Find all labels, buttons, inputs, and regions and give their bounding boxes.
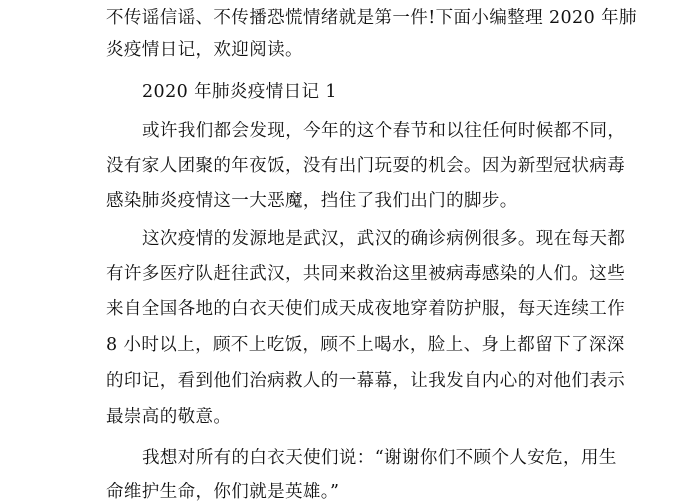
intro-line-1: 不传谣信谣、不传播恐慌情绪就是第一件!下面小编整理 2020 年肺	[106, 8, 637, 28]
para1-line-2: 没有家人团聚的年夜饭，没有出门玩耍的机会。因为新型冠状病毒	[106, 156, 626, 176]
para2-line-5: 的印记，看到他们治病救人的一幕幕，让我发自内心的对他们表示	[106, 371, 626, 391]
para1-line-3: 感染肺炎疫情这一大恶魔，挡住了我们出门的脚步。	[106, 191, 518, 211]
para3-line-2: 命维护生命，你们就是英雄。”	[106, 482, 340, 502]
section-title: 2020 年肺炎疫情日记 1	[142, 82, 337, 102]
para2-line-6: 最崇高的敬意。	[106, 407, 232, 427]
para1-line-1: 或许我们都会发现，今年的这个春节和以往任何时候都不同，	[142, 121, 626, 141]
para2-line-2: 有许多医疗队赶往武汉，共同来救治这里被病毒感染的人们。这些	[106, 264, 626, 284]
para2-line-1: 这次疫情的发源地是武汉，武汉的确诊病例很多。现在每天都	[142, 229, 626, 249]
intro-line-2: 炎疫情日记，欢迎阅读。	[106, 40, 303, 60]
para3-line-1: 我想对所有的白衣天使们说：“谢谢你们不顾个人安危，用生	[142, 448, 617, 468]
para2-line-4: 8 小时以上，顾不上吃饭，顾不上喝水，脸上、身上都留下了深深	[106, 335, 625, 355]
para2-line-3: 来自全国各地的白衣天使们成天成夜地穿着防护服，每天连续工作	[106, 299, 626, 319]
